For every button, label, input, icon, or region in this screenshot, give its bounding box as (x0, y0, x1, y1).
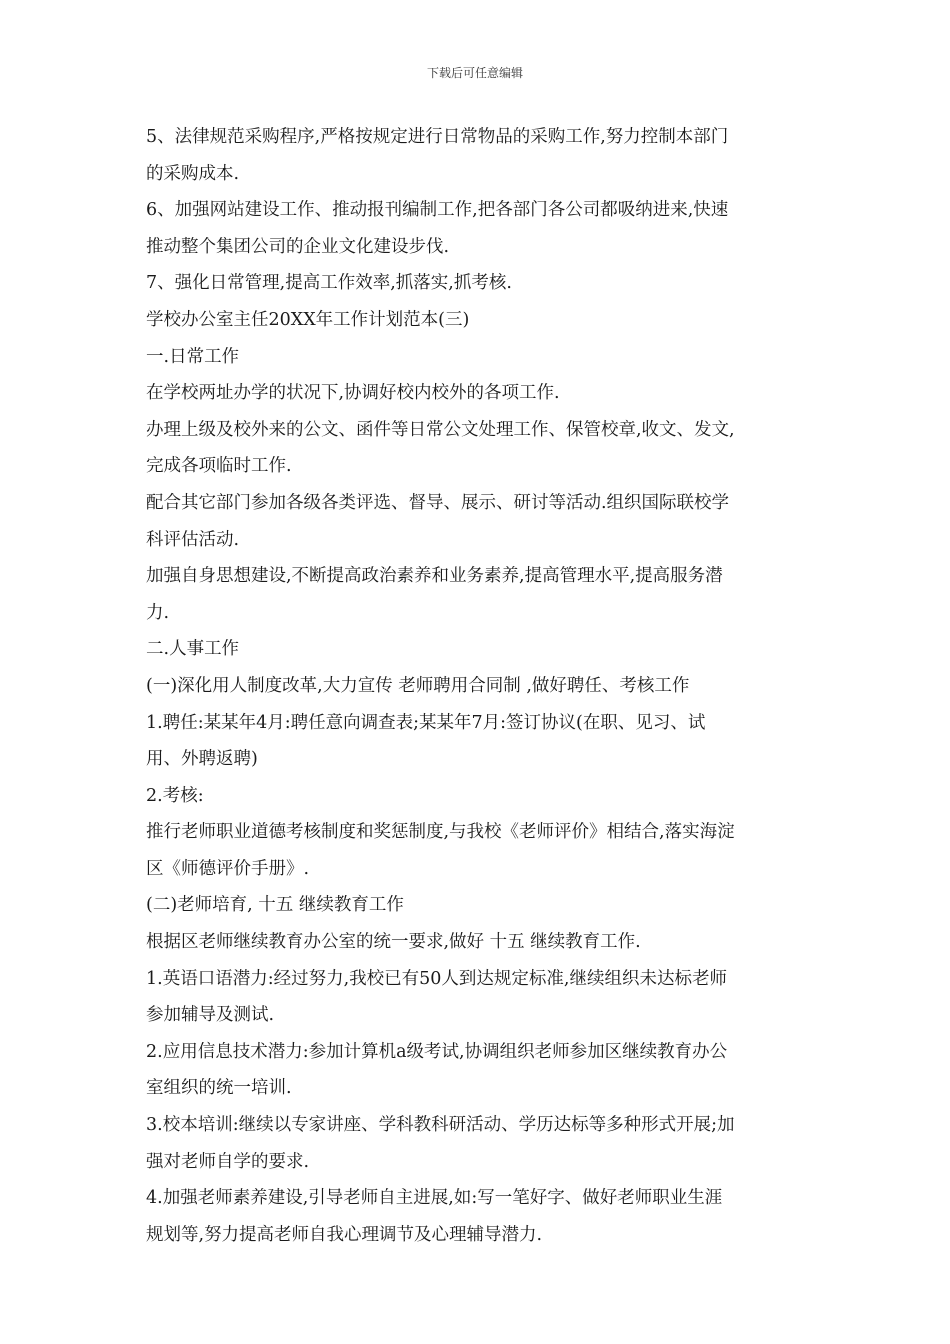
text-line: 配合其它部门参加各级各类评选、督导、展示、研讨等活动.组织国际联校学 (146, 492, 730, 513)
text-line: 2.应用信息技术潜力:参加计算机a级考试,协调组织老师参加区继续教育办公 (146, 1041, 728, 1062)
text-line: 参加辅导及测试. (146, 1005, 275, 1026)
text-line: 加强自身思想建设,不断提高政治素养和业务素养,提高管理水平,提高服务潜 (146, 566, 723, 587)
text-line: 6、加强网站建设工作、推动报刊编制工作,把各部门各公司都吸纳进来,快速 (146, 200, 729, 221)
subsection-heading: (一)深化用人制度改革,大力宣传 老师聘用合同制 ,做好聘任、考核工作 (146, 675, 690, 696)
text-line: 力. (146, 602, 170, 623)
page-header: 下载后可任意编辑 (426, 66, 523, 80)
text-line: 的采购成本. (146, 163, 240, 184)
text-line: 1.英语口语潜力:经过努力,我校已有50人到达规定标准,继续组织未达标老师 (146, 968, 727, 989)
document-body (146, 119, 810, 1253)
text-line: 科评估活动. (146, 529, 240, 550)
text-line: 5、法律规范采购程序,严格按规定进行日常物品的采购工作,努力控制本部门 (146, 127, 729, 147)
section-heading: 二.人事工作 (146, 639, 240, 660)
text-line: 3.校本培训:继续以专家讲座、学科教科研活动、学历达标等多种形式开展;加 (146, 1115, 735, 1136)
text-line: 办理上级及校外来的公文、函件等日常公文处理工作、保管校章,收文、发文, (146, 419, 735, 440)
subsection-heading: (二)老师培育, 十五 继续教育工作 (146, 895, 404, 916)
text-line: 用、外聘返聘) (146, 749, 258, 770)
text-line: 室组织的统一培训. (146, 1078, 292, 1099)
text-line: 强对老师自学的要求. (146, 1151, 310, 1172)
text-line: 规划等,努力提高老师自我心理调节及心理辅导潜力. (146, 1224, 543, 1245)
text-line: 推行老师职业道德考核制度和奖惩制度,与我校《老师评价》相结合,落实海淀 (146, 822, 735, 843)
text-line: 在学校两址办学的状况下,协调好校内校外的各项工作. (146, 383, 560, 404)
section-title: 学校办公室主任20XX年工作计划范本(三) (146, 309, 470, 330)
text-line: 完成各项临时工作. (146, 456, 292, 477)
text-line: 区《师德评价手册》. (146, 858, 310, 879)
text-line: 根据区老师继续教育办公室的统一要求,做好 十五 继续教育工作. (146, 932, 641, 953)
text-line: 2.考核: (146, 785, 204, 806)
text-line: 推动整个集团公司的企业文化建设步伐. (146, 236, 450, 257)
text-line: 4.加强老师素养建设,引导老师自主进展,如:写一笔好字、做好老师职业生涯 (146, 1188, 723, 1209)
text-line: 7、强化日常管理,提高工作效率,抓落实,抓考核. (146, 273, 512, 294)
section-heading: 一.日常工作 (146, 346, 240, 367)
text-line: 1.聘任:某某年4月:聘任意向调查表;某某年7月:签订协议(在职、见习、试 (146, 712, 706, 733)
